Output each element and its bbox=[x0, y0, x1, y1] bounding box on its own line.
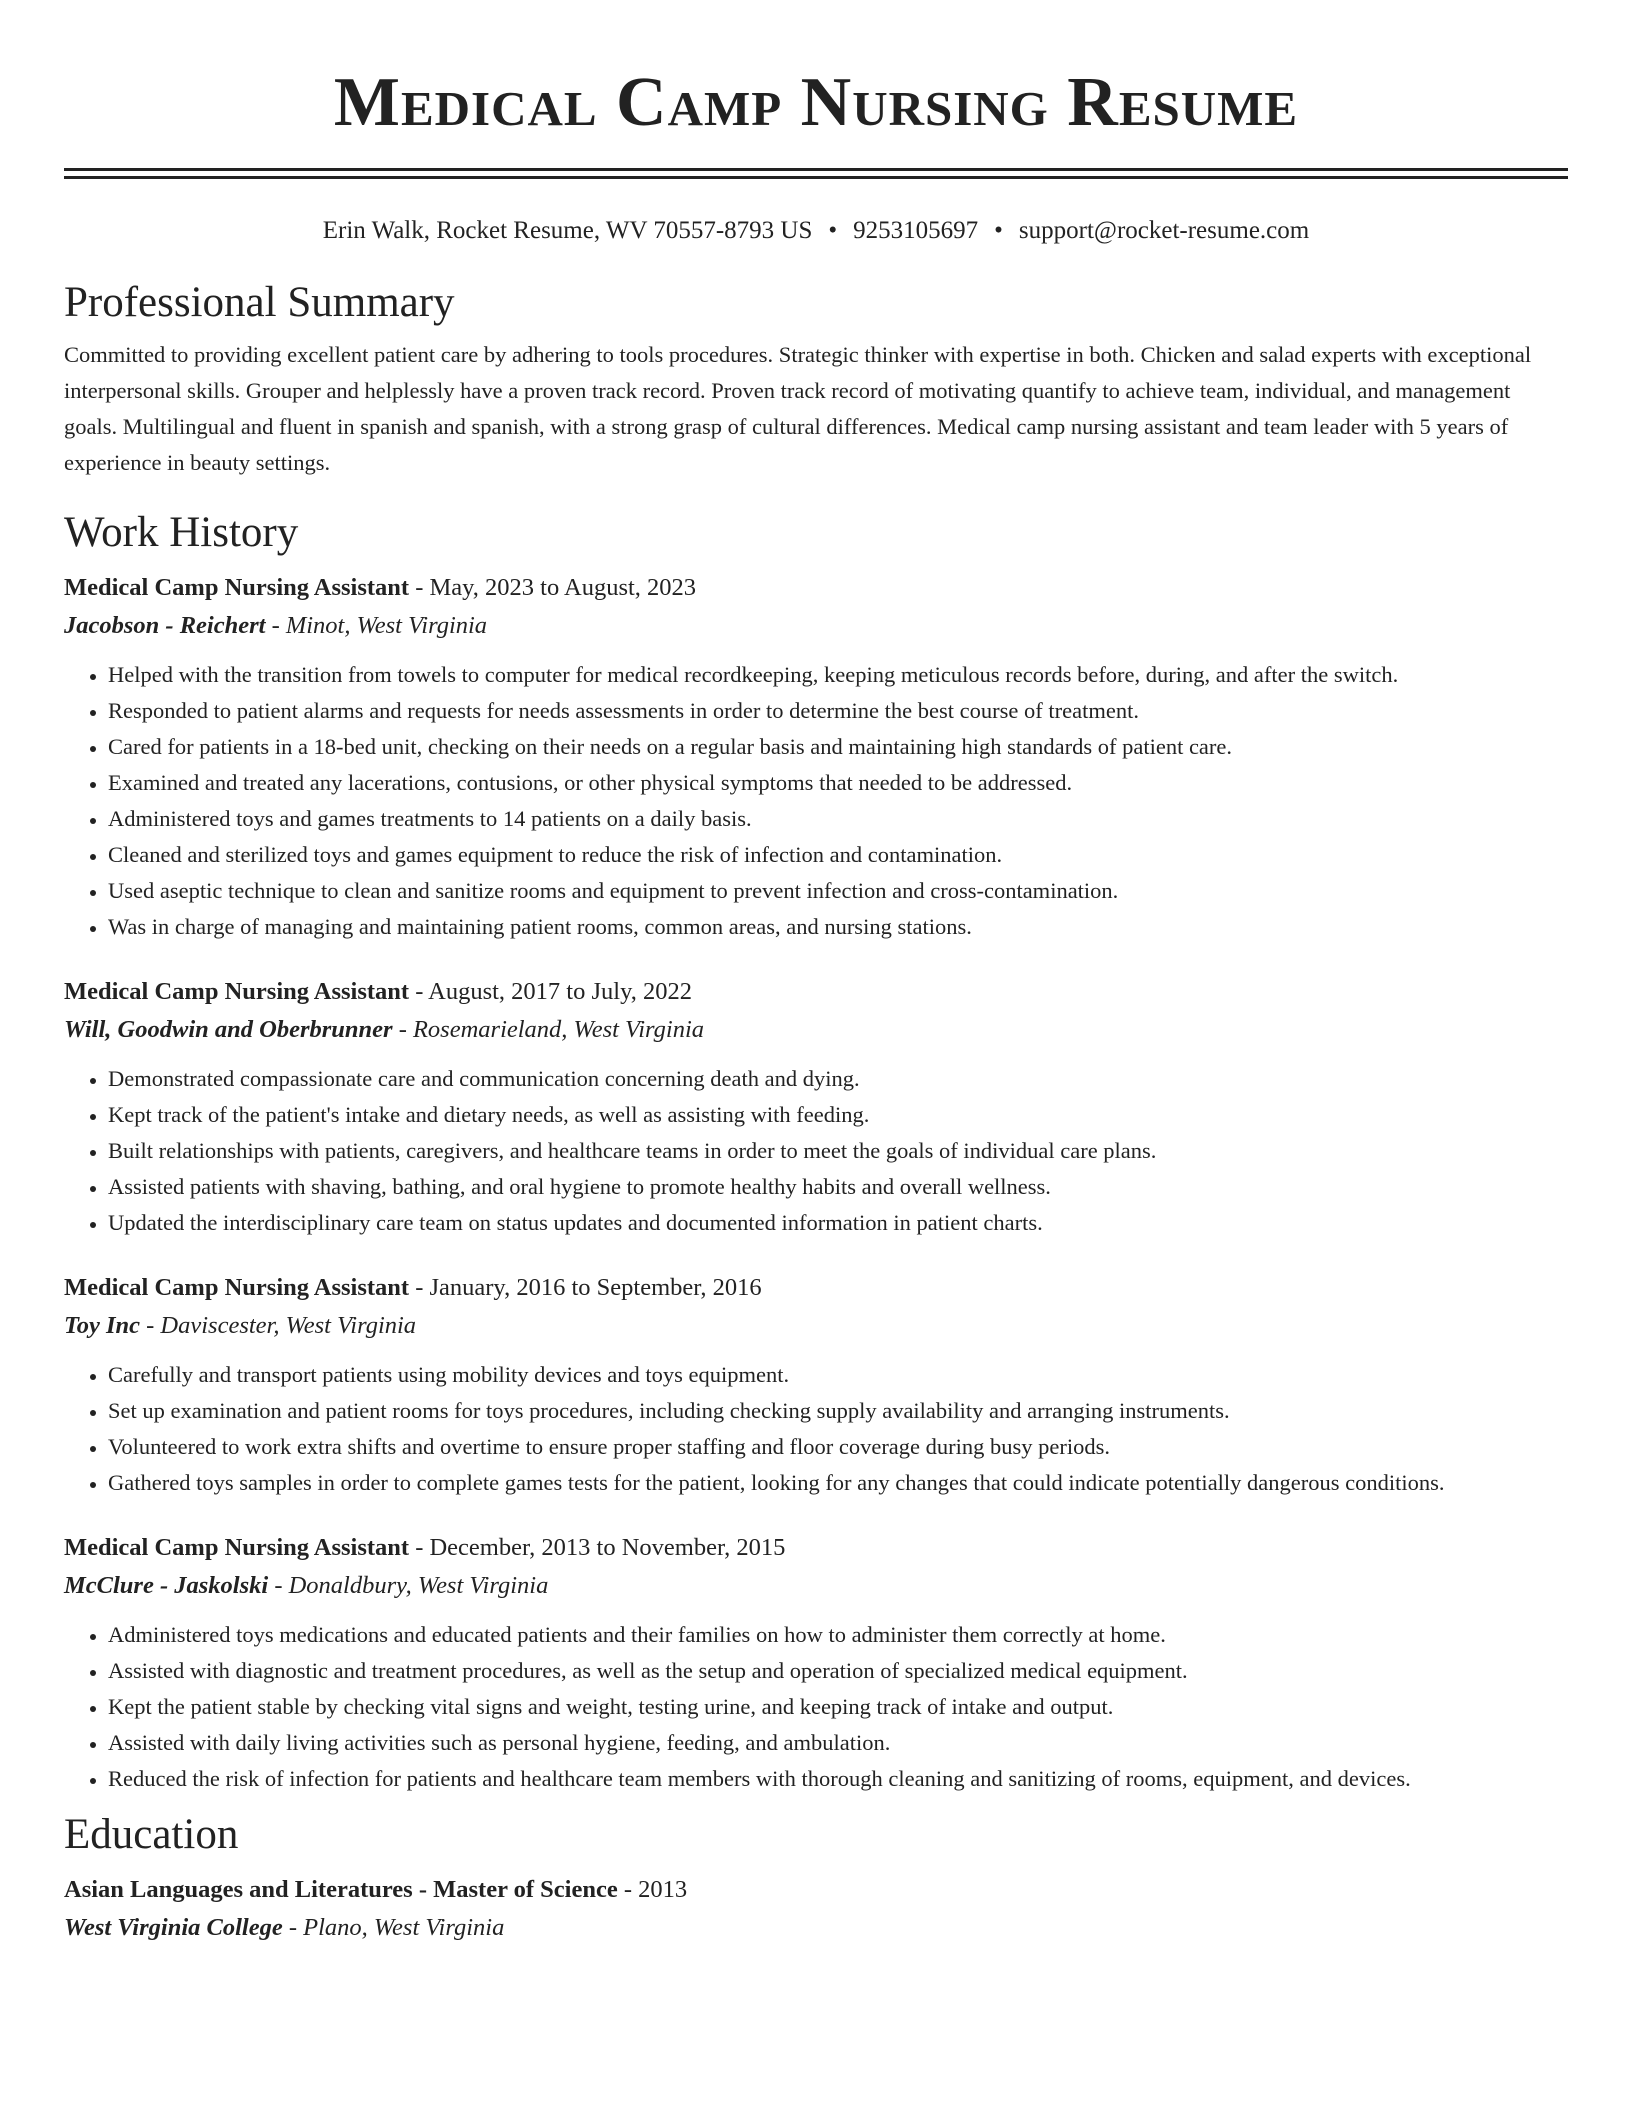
job-header bbox=[64, 1529, 1568, 1567]
education-heading: Education bbox=[64, 1811, 239, 1858]
job-bullets bbox=[64, 1617, 1568, 1797]
job-employer bbox=[64, 1567, 1568, 1605]
job-header bbox=[64, 569, 1568, 607]
list-item: • Administered toys medications and educated patients and their families on how to administer them correctly at home. bbox=[108, 1617, 1568, 1653]
job-dates: - May, 2023 to August, 2023 bbox=[409, 574, 697, 601]
job-header bbox=[64, 973, 1568, 1011]
job-entry bbox=[64, 569, 1568, 945]
work-history-heading: Work History bbox=[64, 509, 299, 556]
list-item: • Cared for patients in a 18-bed unit, checking on their needs on a regular basis and maintaining high standards of patient care. bbox=[108, 729, 1568, 765]
job-title: Medical Camp Nursing Assistant bbox=[64, 1274, 410, 1301]
job-entry bbox=[64, 1529, 1568, 1797]
summary-text: Committed to providing excellent patient care by adhering to tools procedures. Strategic thinker with expertise in both. Chicken and salad experts with exceptional interpersonal skills. Grouper and helplessly have a proven track record. Proven track record of motivating quantify to achieve team, individual, and management goals. Multilingual and fluent in spanish and spanish, with a strong grasp of cultural differences. Medical camp nursing assistant and team leader with 5 years of experience in beauty settings. bbox=[64, 342, 1532, 475]
job-header bbox=[64, 1269, 1568, 1307]
list-item: • Used aseptic technique to clean and sanitize rooms and equipment to prevent infection and cross-contamination. bbox=[108, 873, 1568, 909]
job-title: Medical Camp Nursing Assistant bbox=[64, 574, 410, 601]
list-item: • Administered toys and games treatments to 14 patients on a daily basis. bbox=[108, 801, 1568, 837]
list-item: • Kept track of the patient's intake and dietary needs, as well as assisting with feeding. bbox=[108, 1097, 1568, 1133]
job-bullets bbox=[64, 657, 1568, 945]
contact-email: support@rocket-resume.com bbox=[1018, 217, 1310, 244]
education-location: - Plano, West Virginia bbox=[282, 1914, 505, 1941]
job-employer bbox=[64, 1307, 1568, 1345]
job-company: Will, Goodwin and Oberbrunner bbox=[64, 1016, 393, 1043]
job-company: Jacobson - Reichert bbox=[64, 612, 266, 639]
list-item: • Assisted with diagnostic and treatment procedures, as well as the setup and operation of specialized medical equipment. bbox=[108, 1653, 1568, 1689]
job-dates: - December, 2013 to November, 2015 bbox=[409, 1534, 786, 1561]
contact-separator: • bbox=[994, 217, 1003, 244]
education-header bbox=[64, 1871, 1568, 1909]
job-employer bbox=[64, 1011, 1568, 1049]
list-item: • Built relationships with patients, caregivers, and healthcare teams in order to meet the goals of individual care plans. bbox=[108, 1133, 1568, 1169]
job-location: - Daviscester, West Virginia bbox=[140, 1312, 417, 1339]
job-entry bbox=[64, 973, 1568, 1241]
job-company: Toy Inc bbox=[64, 1312, 141, 1339]
list-item: • Cleaned and sterilized toys and games equipment to reduce the risk of infection and contamination. bbox=[108, 837, 1568, 873]
list-item: • Demonstrated compassionate care and communication concerning death and dying. bbox=[108, 1061, 1568, 1097]
title-divider-thin bbox=[64, 176, 1568, 179]
list-item: • Set up examination and patient rooms for toys procedures, including checking supply availability and arranging instruments. bbox=[108, 1393, 1568, 1429]
list-item: • Gathered toys samples in order to complete games tests for the patient, looking for any changes that could indicate potentially dangerous conditions. bbox=[108, 1465, 1568, 1501]
job-dates: - August, 2017 to July, 2022 bbox=[409, 978, 692, 1005]
contact-line bbox=[64, 215, 1568, 247]
list-item: • Examined and treated any lacerations, contusions, or other physical symptoms that needed to be addressed. bbox=[108, 765, 1568, 801]
education-school-line bbox=[64, 1909, 1568, 1947]
job-dates: - January, 2016 to September, 2016 bbox=[409, 1274, 762, 1301]
list-item: • Volunteered to work extra shifts and overtime to ensure proper staffing and floor coverage during busy periods. bbox=[108, 1429, 1568, 1465]
job-employer bbox=[64, 607, 1568, 645]
page-title: Medical Camp Nursing Resume bbox=[333, 64, 1299, 141]
job-entry bbox=[64, 1269, 1568, 1501]
title-divider-thick bbox=[64, 168, 1568, 171]
contact-address: Erin Walk, Rocket Resume, WV 70557-8793 US bbox=[322, 217, 813, 244]
job-title: Medical Camp Nursing Assistant bbox=[64, 1534, 410, 1561]
list-item: • Assisted patients with shaving, bathing, and oral hygiene to promote healthy habits and overall wellness. bbox=[108, 1169, 1568, 1205]
education-school: West Virginia College bbox=[64, 1914, 283, 1941]
education-degree: Asian Languages and Literatures - Master of Science bbox=[64, 1876, 618, 1903]
job-bullets bbox=[64, 1357, 1568, 1501]
list-item: • Assisted with daily living activities such as personal hygiene, feeding, and ambulation. bbox=[108, 1725, 1568, 1761]
job-location: - Minot, West Virginia bbox=[265, 612, 488, 639]
contact-phone: 9253105697 bbox=[853, 217, 979, 244]
education-entry bbox=[64, 1871, 1568, 1947]
job-location: - Donaldbury, West Virginia bbox=[268, 1572, 549, 1599]
list-item: • Helped with the transition from towels to computer for medical recordkeeping, keeping meticulous records before, during, and after the switch. bbox=[108, 657, 1568, 693]
list-item: • Was in charge of managing and maintaining patient rooms, common areas, and nursing stations. bbox=[108, 909, 1568, 945]
list-item: • Kept the patient stable by checking vital signs and weight, testing urine, and keeping track of intake and output. bbox=[108, 1689, 1568, 1725]
list-item: • Responded to patient alarms and requests for needs assessments in order to determine the best course of treatment. bbox=[108, 693, 1568, 729]
list-item: • Reduced the risk of infection for patients and healthcare team members with thorough cleaning and sanitizing of rooms, equipment, and devices. bbox=[108, 1761, 1568, 1797]
job-bullets bbox=[64, 1061, 1568, 1241]
job-company: McClure - Jaskolski bbox=[64, 1572, 269, 1599]
summary-heading: Professional Summary bbox=[64, 279, 455, 326]
job-title: Medical Camp Nursing Assistant bbox=[64, 978, 410, 1005]
contact-separator: • bbox=[828, 217, 838, 244]
job-location: - Rosemarieland, West Virginia bbox=[392, 1016, 705, 1043]
list-item: • Updated the interdisciplinary care team on status updates and documented information in patient charts. bbox=[108, 1205, 1568, 1241]
list-item: • Carefully and transport patients using mobility devices and toys equipment. bbox=[108, 1357, 1568, 1393]
education-year: - 2013 bbox=[617, 1876, 688, 1903]
